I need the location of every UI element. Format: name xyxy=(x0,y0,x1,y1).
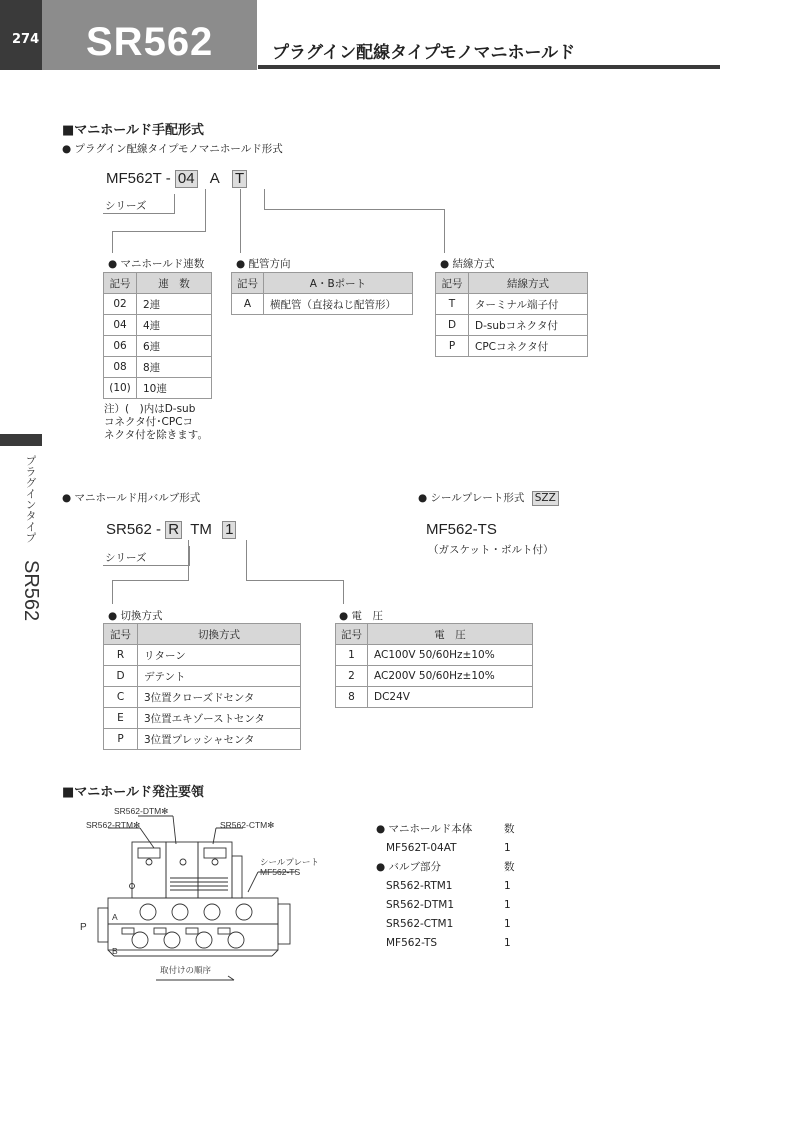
series-label: シリーズ xyxy=(103,194,175,214)
wiring-value: CPCコネクタ付 xyxy=(469,336,588,357)
piping-header-symbol: 記号 xyxy=(232,273,264,294)
order-item-name: SR562-DTM1 xyxy=(386,899,455,911)
switching-value: 3位置エキゾーストセンタ xyxy=(138,708,301,729)
piping-code: A xyxy=(232,294,264,315)
wiring-header-symbol: 記号 xyxy=(436,273,469,294)
order-item-name: SR562-CTM1 xyxy=(386,918,454,930)
table-row xyxy=(104,729,301,750)
table-row xyxy=(336,645,533,666)
wiring-value: D-subコネクタ付 xyxy=(469,315,588,336)
stations-code: 04 xyxy=(104,315,137,336)
list-item xyxy=(376,820,515,839)
valve-code xyxy=(106,521,236,539)
order-item-name: ● マニホールド本体 xyxy=(376,823,473,835)
order-item-name: SR562-RTM1 xyxy=(386,880,453,892)
label-seal-plate-code: MF562-TS xyxy=(260,867,301,877)
label-ctm: SR562-CTM✻ xyxy=(220,820,275,830)
switching-value: 3位置クローズドセンタ xyxy=(138,687,301,708)
code-prefix: MF562T - xyxy=(106,170,171,187)
voltage-value: DC24V xyxy=(368,687,533,708)
stations-code: 02 xyxy=(104,294,137,315)
stations-code: 06 xyxy=(104,336,137,357)
switching-value: リターン xyxy=(138,645,301,666)
voltage-code: 2 xyxy=(336,666,368,687)
order-item-qty: 1 xyxy=(504,880,511,892)
order-item-qty: 1 xyxy=(504,937,511,949)
note-line: ネクタ付を除きます。 xyxy=(104,429,208,441)
stations-note xyxy=(104,403,208,442)
note-line: 注）( )内はD-sub xyxy=(104,403,196,415)
subtitle-manifold-format: ● プラグイン配線タイプモノマニホールド形式 xyxy=(62,143,283,155)
stations-value: 6連 xyxy=(137,336,212,357)
switching-code: E xyxy=(104,708,138,729)
switching-code: R xyxy=(104,645,138,666)
stations-code: 08 xyxy=(104,357,137,378)
list-item xyxy=(376,877,515,896)
list-item xyxy=(376,858,515,877)
label-mounting-order: 取付けの順序 xyxy=(160,965,212,975)
switching-header-method: 切換方式 xyxy=(138,624,301,645)
order-list xyxy=(376,820,515,953)
list-item xyxy=(376,839,515,858)
table-row xyxy=(336,687,533,708)
code-mid: TM xyxy=(190,521,212,538)
order-item-qty: 数 xyxy=(504,823,515,835)
piping-value: 横配管（直接ねじ配管形） xyxy=(264,294,413,315)
order-item-name: ● バルブ部分 xyxy=(376,861,441,873)
stations-value: 2連 xyxy=(137,294,212,315)
voltage-table xyxy=(335,623,533,708)
page-number: 274 xyxy=(0,0,42,70)
switching-value: 3位置プレッシャセンタ xyxy=(138,729,301,750)
code-box-wiring: T xyxy=(232,170,247,188)
code-mid: A xyxy=(209,170,220,187)
table-row xyxy=(104,378,212,399)
order-item-qty: 1 xyxy=(504,918,511,930)
side-tab-category: プラグインタイプ xyxy=(24,455,37,543)
order-item-qty: 1 xyxy=(504,899,511,911)
stations-code: (10) xyxy=(104,378,137,399)
switching-value: デテント xyxy=(138,666,301,687)
table-row xyxy=(104,645,301,666)
label-port-a: A xyxy=(112,912,118,922)
model-title: SR562 xyxy=(42,0,257,70)
seal-plate-label xyxy=(418,490,559,506)
series-label: シリーズ xyxy=(103,546,190,566)
label-dtm: SR562-DTM✻ xyxy=(114,806,169,816)
wiring-code: T xyxy=(436,294,469,315)
label-port-b: B xyxy=(112,946,118,956)
code-box-switching: R xyxy=(165,521,182,539)
stations-value: 8連 xyxy=(137,357,212,378)
stations-table xyxy=(103,272,212,399)
label-rtm: SR562-RTM✻ xyxy=(86,820,141,830)
table-row xyxy=(104,315,212,336)
voltage-header-voltage: 電 圧 xyxy=(368,624,533,645)
seal-plate-box: SZZ xyxy=(532,491,559,506)
voltage-code: 8 xyxy=(336,687,368,708)
table-row xyxy=(104,357,212,378)
piping-header-port: A・Bポート xyxy=(264,273,413,294)
stations-label: ● マニホールド連数 xyxy=(108,258,205,270)
stations-header-count: 連 数 xyxy=(137,273,212,294)
switching-table xyxy=(103,623,301,750)
subtitle-valve-format: ● マニホールド用バルブ形式 xyxy=(62,492,201,504)
table-row xyxy=(232,294,413,315)
label-port-p: P xyxy=(80,922,87,933)
seal-plate-label-text: ● シールプレート形式 xyxy=(418,492,525,504)
code-box-voltage: 1 xyxy=(222,521,236,539)
seal-plate-note: （ガスケット・ボルト付） xyxy=(428,544,554,556)
code-box-stations: 04 xyxy=(175,170,198,188)
stations-value: 10連 xyxy=(137,378,212,399)
order-item-qty: 1 xyxy=(504,842,511,854)
table-row xyxy=(436,315,588,336)
order-item-name: MF562-TS xyxy=(386,937,438,949)
code-prefix: SR562 - xyxy=(106,521,162,538)
side-tab-model: SR562 xyxy=(20,560,42,622)
wiring-code: D xyxy=(436,315,469,336)
wiring-header-method: 結線方式 xyxy=(469,273,588,294)
voltage-code: 1 xyxy=(336,645,368,666)
table-row xyxy=(104,687,301,708)
piping-label: ● 配管方向 xyxy=(236,258,291,270)
voltage-header-symbol: 記号 xyxy=(336,624,368,645)
stations-header-symbol: 記号 xyxy=(104,273,137,294)
table-row xyxy=(336,666,533,687)
table-row xyxy=(436,294,588,315)
page-title: プラグイン配線タイプモノマニホールド xyxy=(272,43,576,63)
switching-code: D xyxy=(104,666,138,687)
stations-value: 4連 xyxy=(137,315,212,336)
note-line: コネクタ付･CPCコ xyxy=(104,416,194,428)
table-row xyxy=(104,294,212,315)
table-row xyxy=(104,666,301,687)
wiring-value: ターミナル端子付 xyxy=(469,294,588,315)
side-tab-bar xyxy=(0,434,42,446)
order-item-qty: 数 xyxy=(504,861,515,873)
manifold-diagram-svg xyxy=(78,804,358,984)
list-item xyxy=(376,915,515,934)
switching-code: P xyxy=(104,729,138,750)
table-row xyxy=(104,336,212,357)
list-item xyxy=(376,896,515,915)
voltage-value: AC200V 50/60Hz±10% xyxy=(368,666,533,687)
wiring-table xyxy=(435,272,588,357)
seal-plate-code: MF562-TS xyxy=(426,521,497,538)
header-rule xyxy=(258,65,720,69)
switching-label: ● 切換方式 xyxy=(108,610,163,622)
section-title-manifold-format: ■マニホールド手配形式 xyxy=(62,123,205,138)
list-item xyxy=(376,934,515,953)
switching-code: C xyxy=(104,687,138,708)
table-row xyxy=(436,336,588,357)
manifold-code xyxy=(106,170,247,188)
wiring-label: ● 結線方式 xyxy=(440,258,495,270)
table-row xyxy=(104,708,301,729)
voltage-label: ● 電 圧 xyxy=(339,610,383,622)
manifold-diagram xyxy=(78,804,358,984)
voltage-value: AC100V 50/60Hz±10% xyxy=(368,645,533,666)
label-seal-plate: シールプレート xyxy=(260,857,319,867)
order-item-name: MF562T-04AT xyxy=(386,842,457,854)
switching-header-symbol: 記号 xyxy=(104,624,138,645)
wiring-code: P xyxy=(436,336,469,357)
section-title-order: ■マニホールド発注要領 xyxy=(62,785,205,800)
piping-table xyxy=(231,272,413,315)
